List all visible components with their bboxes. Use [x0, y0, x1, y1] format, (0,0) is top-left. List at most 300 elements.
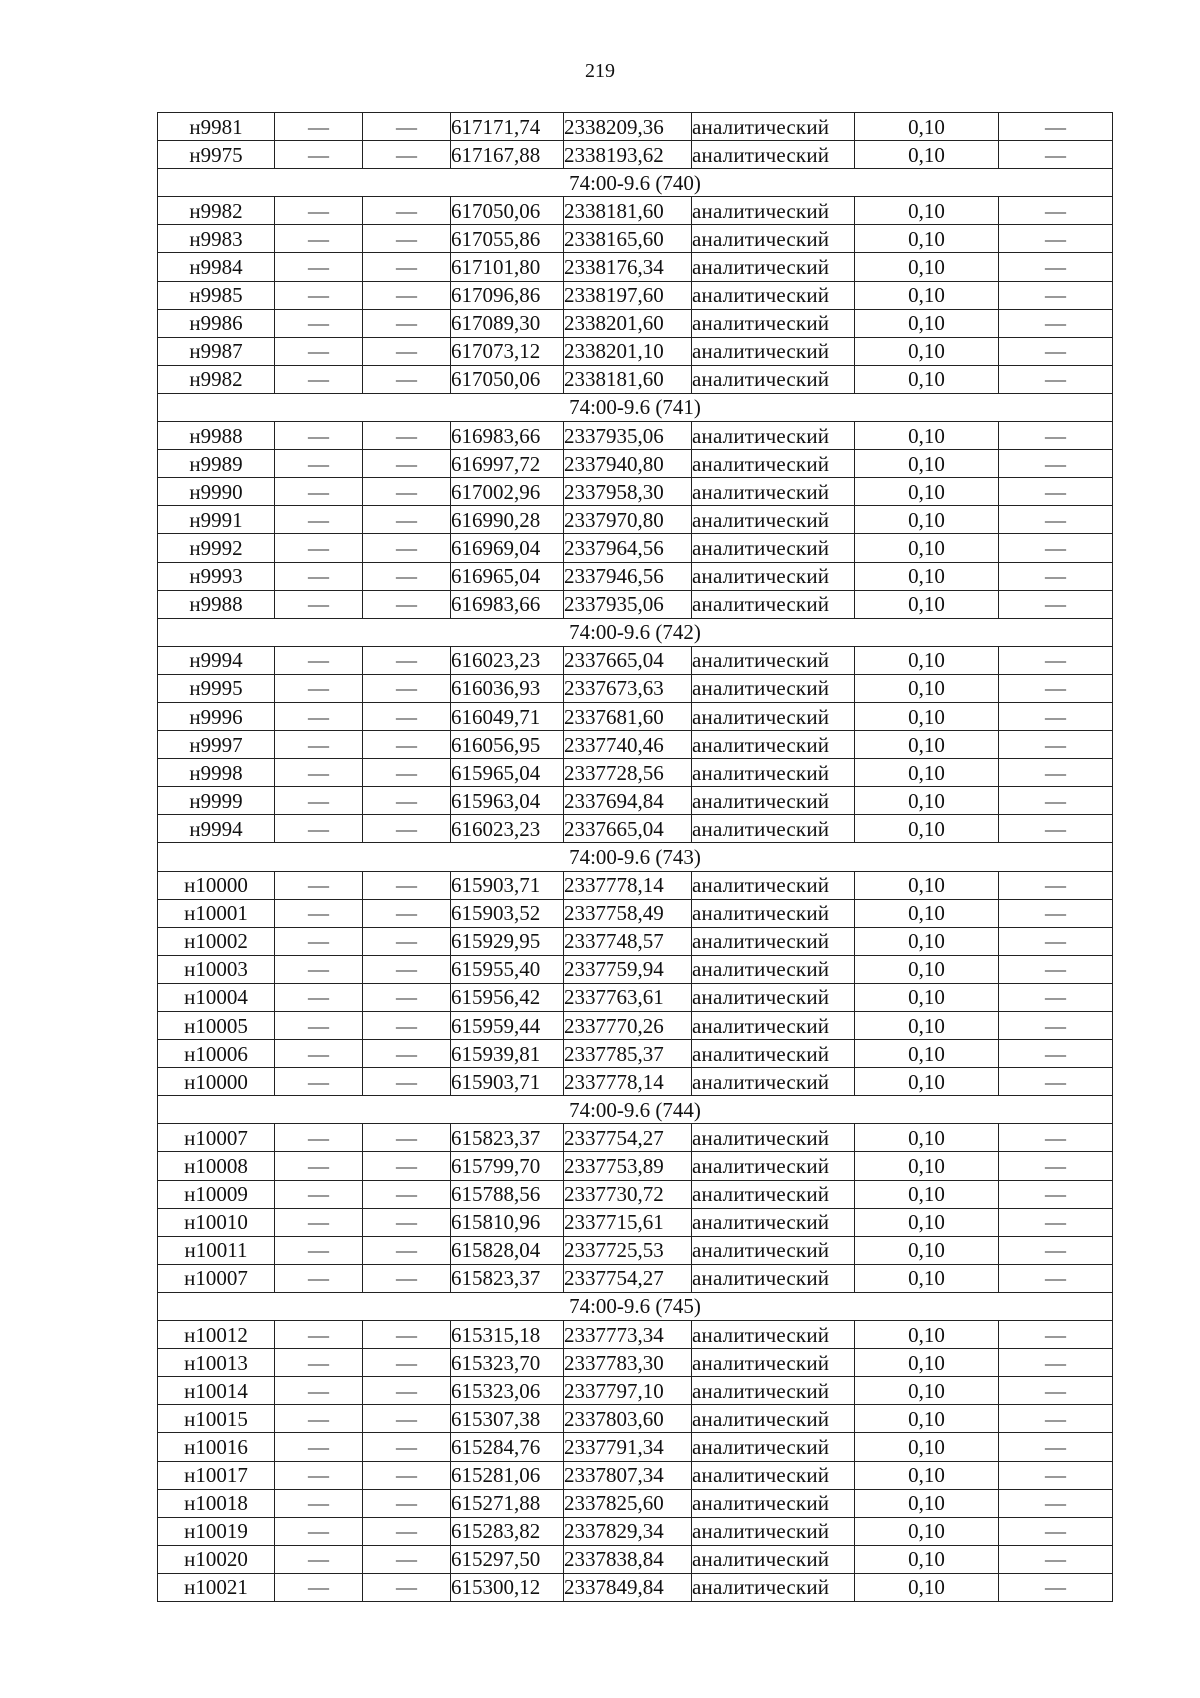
- page-number: 219: [585, 60, 615, 82]
- y-coordinate-cell: 2338201,10: [564, 337, 692, 365]
- accuracy-cell: 0,10: [855, 253, 999, 281]
- y-coordinate-cell: 2338181,60: [564, 365, 692, 393]
- dash-cell: —: [275, 899, 363, 927]
- point-name-cell: н9990: [158, 478, 275, 506]
- method-cell: аналитический: [692, 422, 855, 450]
- dash-cell: —: [999, 1068, 1113, 1096]
- dash-cell: —: [275, 1461, 363, 1489]
- dash-cell: —: [275, 590, 363, 618]
- dash-cell: —: [275, 646, 363, 674]
- accuracy-cell: 0,10: [855, 674, 999, 702]
- dash-cell: —: [363, 1433, 451, 1461]
- section-title: 74:00-9.6 (745): [158, 1292, 1113, 1320]
- accuracy-cell: 0,10: [855, 562, 999, 590]
- dash-cell: —: [999, 281, 1113, 309]
- accuracy-cell: 0,10: [855, 225, 999, 253]
- table-row: [158, 983, 1113, 1011]
- table-row: [158, 365, 1113, 393]
- x-coordinate-cell: 617055,86: [451, 225, 564, 253]
- dash-cell: —: [999, 422, 1113, 450]
- method-cell: аналитический: [692, 927, 855, 955]
- method-cell: аналитический: [692, 337, 855, 365]
- table-row: [158, 113, 1113, 141]
- y-coordinate-cell: 2337725,53: [564, 1236, 692, 1264]
- dash-cell: —: [999, 1545, 1113, 1573]
- table-row: [158, 309, 1113, 337]
- dash-cell: —: [275, 1264, 363, 1292]
- y-coordinate-cell: 2337759,94: [564, 955, 692, 983]
- point-name-cell: н10013: [158, 1349, 275, 1377]
- dash-cell: —: [999, 309, 1113, 337]
- table-row: [158, 1321, 1113, 1349]
- dash-cell: —: [275, 1040, 363, 1068]
- table-row: [158, 1573, 1113, 1601]
- accuracy-cell: 0,10: [855, 731, 999, 759]
- method-cell: аналитический: [692, 1489, 855, 1517]
- x-coordinate-cell: 615323,70: [451, 1349, 564, 1377]
- table-row: [158, 506, 1113, 534]
- method-cell: аналитический: [692, 1208, 855, 1236]
- dash-cell: —: [999, 1433, 1113, 1461]
- table-row: [158, 1461, 1113, 1489]
- point-name-cell: н10007: [158, 1264, 275, 1292]
- dash-cell: —: [999, 450, 1113, 478]
- method-cell: аналитический: [692, 1377, 855, 1405]
- dash-cell: —: [275, 983, 363, 1011]
- y-coordinate-cell: 2337763,61: [564, 983, 692, 1011]
- dash-cell: —: [363, 281, 451, 309]
- accuracy-cell: 0,10: [855, 1012, 999, 1040]
- dash-cell: —: [275, 927, 363, 955]
- dash-cell: —: [363, 506, 451, 534]
- accuracy-cell: 0,10: [855, 787, 999, 815]
- point-name-cell: н9989: [158, 450, 275, 478]
- dash-cell: —: [999, 253, 1113, 281]
- dash-cell: —: [363, 955, 451, 983]
- accuracy-cell: 0,10: [855, 1545, 999, 1573]
- dash-cell: —: [275, 759, 363, 787]
- y-coordinate-cell: 2337797,10: [564, 1377, 692, 1405]
- point-name-cell: н10007: [158, 1124, 275, 1152]
- point-name-cell: н9984: [158, 253, 275, 281]
- point-name-cell: н10012: [158, 1321, 275, 1349]
- y-coordinate-cell: 2337807,34: [564, 1461, 692, 1489]
- method-cell: аналитический: [692, 1180, 855, 1208]
- dash-cell: —: [363, 1124, 451, 1152]
- x-coordinate-cell: 615799,70: [451, 1152, 564, 1180]
- point-name-cell: н9988: [158, 590, 275, 618]
- y-coordinate-cell: 2337715,61: [564, 1208, 692, 1236]
- dash-cell: —: [363, 562, 451, 590]
- y-coordinate-cell: 2337681,60: [564, 702, 692, 730]
- dash-cell: —: [363, 674, 451, 702]
- accuracy-cell: 0,10: [855, 1040, 999, 1068]
- table-row: [158, 1517, 1113, 1545]
- point-name-cell: н9997: [158, 731, 275, 759]
- point-name-cell: н9993: [158, 562, 275, 590]
- y-coordinate-cell: 2337838,84: [564, 1545, 692, 1573]
- accuracy-cell: 0,10: [855, 899, 999, 927]
- x-coordinate-cell: 615929,95: [451, 927, 564, 955]
- y-coordinate-cell: 2338209,36: [564, 113, 692, 141]
- method-cell: аналитический: [692, 871, 855, 899]
- accuracy-cell: 0,10: [855, 1068, 999, 1096]
- x-coordinate-cell: 616983,66: [451, 422, 564, 450]
- point-name-cell: н10002: [158, 927, 275, 955]
- x-coordinate-cell: 615788,56: [451, 1180, 564, 1208]
- dash-cell: —: [999, 1573, 1113, 1601]
- x-coordinate-cell: 616036,93: [451, 674, 564, 702]
- x-coordinate-cell: 617101,80: [451, 253, 564, 281]
- method-cell: аналитический: [692, 309, 855, 337]
- dash-cell: —: [999, 1040, 1113, 1068]
- method-cell: аналитический: [692, 899, 855, 927]
- y-coordinate-cell: 2337665,04: [564, 646, 692, 674]
- y-coordinate-cell: 2337748,57: [564, 927, 692, 955]
- accuracy-cell: 0,10: [855, 815, 999, 843]
- method-cell: аналитический: [692, 1405, 855, 1433]
- dash-cell: —: [999, 534, 1113, 562]
- accuracy-cell: 0,10: [855, 141, 999, 169]
- dash-cell: —: [363, 534, 451, 562]
- accuracy-cell: 0,10: [855, 1461, 999, 1489]
- y-coordinate-cell: 2337754,27: [564, 1264, 692, 1292]
- y-coordinate-cell: 2338197,60: [564, 281, 692, 309]
- dash-cell: —: [363, 365, 451, 393]
- point-name-cell: н9991: [158, 506, 275, 534]
- table-row: [158, 225, 1113, 253]
- dash-cell: —: [999, 815, 1113, 843]
- section-header-row: [158, 1096, 1113, 1124]
- point-name-cell: н10004: [158, 983, 275, 1011]
- point-name-cell: н10014: [158, 1377, 275, 1405]
- point-name-cell: н9988: [158, 422, 275, 450]
- dash-cell: —: [999, 899, 1113, 927]
- accuracy-cell: 0,10: [855, 983, 999, 1011]
- table-row: [158, 1264, 1113, 1292]
- accuracy-cell: 0,10: [855, 1573, 999, 1601]
- table-row: [158, 1152, 1113, 1180]
- dash-cell: —: [275, 1124, 363, 1152]
- table-row: [158, 787, 1113, 815]
- accuracy-cell: 0,10: [855, 1517, 999, 1545]
- point-name-cell: н10000: [158, 871, 275, 899]
- dash-cell: —: [999, 674, 1113, 702]
- table-row: [158, 450, 1113, 478]
- dash-cell: —: [999, 1517, 1113, 1545]
- dash-cell: —: [363, 815, 451, 843]
- point-name-cell: н9983: [158, 225, 275, 253]
- dash-cell: —: [363, 983, 451, 1011]
- dash-cell: —: [999, 871, 1113, 899]
- dash-cell: —: [275, 1377, 363, 1405]
- y-coordinate-cell: 2338165,60: [564, 225, 692, 253]
- table-row: [158, 534, 1113, 562]
- x-coordinate-cell: 616997,72: [451, 450, 564, 478]
- x-coordinate-cell: 616056,95: [451, 731, 564, 759]
- section-title: 74:00-9.6 (741): [158, 393, 1113, 421]
- accuracy-cell: 0,10: [855, 365, 999, 393]
- dash-cell: —: [275, 478, 363, 506]
- y-coordinate-cell: 2337673,63: [564, 674, 692, 702]
- point-name-cell: н10000: [158, 1068, 275, 1096]
- dash-cell: —: [363, 450, 451, 478]
- dash-cell: —: [999, 702, 1113, 730]
- point-name-cell: н10008: [158, 1152, 275, 1180]
- table-row: [158, 562, 1113, 590]
- point-name-cell: н10016: [158, 1433, 275, 1461]
- point-name-cell: н9996: [158, 702, 275, 730]
- point-name-cell: н10006: [158, 1040, 275, 1068]
- y-coordinate-cell: 2337665,04: [564, 815, 692, 843]
- point-name-cell: н10017: [158, 1461, 275, 1489]
- dash-cell: —: [363, 1405, 451, 1433]
- section-header-row: [158, 843, 1113, 871]
- dash-cell: —: [275, 1208, 363, 1236]
- section-title: 74:00-9.6 (740): [158, 169, 1113, 197]
- accuracy-cell: 0,10: [855, 646, 999, 674]
- table-row: [158, 759, 1113, 787]
- x-coordinate-cell: 615965,04: [451, 759, 564, 787]
- table-row: [158, 1545, 1113, 1573]
- table-row: [158, 871, 1113, 899]
- method-cell: аналитический: [692, 702, 855, 730]
- dash-cell: —: [999, 365, 1113, 393]
- table-row: [158, 1349, 1113, 1377]
- accuracy-cell: 0,10: [855, 506, 999, 534]
- method-cell: аналитический: [692, 1321, 855, 1349]
- table-row: [158, 281, 1113, 309]
- accuracy-cell: 0,10: [855, 422, 999, 450]
- accuracy-cell: 0,10: [855, 590, 999, 618]
- y-coordinate-cell: 2338176,34: [564, 253, 692, 281]
- y-coordinate-cell: 2337770,26: [564, 1012, 692, 1040]
- dash-cell: —: [363, 422, 451, 450]
- y-coordinate-cell: 2337964,56: [564, 534, 692, 562]
- dash-cell: —: [275, 1068, 363, 1096]
- method-cell: аналитический: [692, 787, 855, 815]
- accuracy-cell: 0,10: [855, 281, 999, 309]
- point-name-cell: н9987: [158, 337, 275, 365]
- table-body: [158, 113, 1113, 1602]
- x-coordinate-cell: 616990,28: [451, 506, 564, 534]
- table-row: [158, 1377, 1113, 1405]
- method-cell: аналитический: [692, 1433, 855, 1461]
- method-cell: аналитический: [692, 1264, 855, 1292]
- accuracy-cell: 0,10: [855, 927, 999, 955]
- point-name-cell: н10020: [158, 1545, 275, 1573]
- section-title: 74:00-9.6 (742): [158, 618, 1113, 646]
- dash-cell: —: [363, 1489, 451, 1517]
- x-coordinate-cell: 615903,52: [451, 899, 564, 927]
- section-header-row: [158, 1292, 1113, 1320]
- dash-cell: —: [275, 787, 363, 815]
- dash-cell: —: [275, 731, 363, 759]
- dash-cell: —: [275, 955, 363, 983]
- dash-cell: —: [275, 1236, 363, 1264]
- method-cell: аналитический: [692, 590, 855, 618]
- point-name-cell: н9995: [158, 674, 275, 702]
- accuracy-cell: 0,10: [855, 1405, 999, 1433]
- accuracy-cell: 0,10: [855, 1489, 999, 1517]
- dash-cell: —: [275, 1489, 363, 1517]
- accuracy-cell: 0,10: [855, 1321, 999, 1349]
- method-cell: аналитический: [692, 1152, 855, 1180]
- method-cell: аналитический: [692, 253, 855, 281]
- dash-cell: —: [275, 534, 363, 562]
- x-coordinate-cell: 616049,71: [451, 702, 564, 730]
- table-row: [158, 646, 1113, 674]
- x-coordinate-cell: 615315,18: [451, 1321, 564, 1349]
- point-name-cell: н10005: [158, 1012, 275, 1040]
- dash-cell: —: [363, 1321, 451, 1349]
- y-coordinate-cell: 2337778,14: [564, 1068, 692, 1096]
- method-cell: аналитический: [692, 983, 855, 1011]
- x-coordinate-cell: 615823,37: [451, 1264, 564, 1292]
- dash-cell: —: [363, 1068, 451, 1096]
- x-coordinate-cell: 617171,74: [451, 113, 564, 141]
- y-coordinate-cell: 2337829,34: [564, 1517, 692, 1545]
- coordinates-table: [157, 112, 1113, 1602]
- method-cell: аналитический: [692, 506, 855, 534]
- x-coordinate-cell: 617050,06: [451, 197, 564, 225]
- dash-cell: —: [275, 281, 363, 309]
- dash-cell: —: [363, 253, 451, 281]
- dash-cell: —: [999, 1124, 1113, 1152]
- dash-cell: —: [363, 225, 451, 253]
- dash-cell: —: [363, 478, 451, 506]
- x-coordinate-cell: 617002,96: [451, 478, 564, 506]
- dash-cell: —: [275, 815, 363, 843]
- x-coordinate-cell: 616969,04: [451, 534, 564, 562]
- x-coordinate-cell: 615903,71: [451, 1068, 564, 1096]
- dash-cell: —: [363, 1573, 451, 1601]
- x-coordinate-cell: 615939,81: [451, 1040, 564, 1068]
- point-name-cell: н9992: [158, 534, 275, 562]
- accuracy-cell: 0,10: [855, 759, 999, 787]
- point-name-cell: н10009: [158, 1180, 275, 1208]
- dash-cell: —: [363, 197, 451, 225]
- accuracy-cell: 0,10: [855, 1236, 999, 1264]
- dash-cell: —: [275, 506, 363, 534]
- accuracy-cell: 0,10: [855, 1264, 999, 1292]
- accuracy-cell: 0,10: [855, 1208, 999, 1236]
- dash-cell: —: [363, 337, 451, 365]
- method-cell: аналитический: [692, 1461, 855, 1489]
- x-coordinate-cell: 615956,42: [451, 983, 564, 1011]
- dash-cell: —: [363, 113, 451, 141]
- x-coordinate-cell: 616023,23: [451, 646, 564, 674]
- accuracy-cell: 0,10: [855, 309, 999, 337]
- dash-cell: —: [999, 1377, 1113, 1405]
- point-name-cell: н9975: [158, 141, 275, 169]
- method-cell: аналитический: [692, 1012, 855, 1040]
- point-name-cell: н9994: [158, 815, 275, 843]
- x-coordinate-cell: 615903,71: [451, 871, 564, 899]
- dash-cell: —: [999, 1012, 1113, 1040]
- section-header-row: [158, 393, 1113, 421]
- dash-cell: —: [275, 1180, 363, 1208]
- method-cell: аналитический: [692, 225, 855, 253]
- section-title: 74:00-9.6 (744): [158, 1096, 1113, 1124]
- point-name-cell: н9999: [158, 787, 275, 815]
- point-name-cell: н9994: [158, 646, 275, 674]
- accuracy-cell: 0,10: [855, 337, 999, 365]
- table-row: [158, 899, 1113, 927]
- y-coordinate-cell: 2337935,06: [564, 590, 692, 618]
- method-cell: аналитический: [692, 1068, 855, 1096]
- dash-cell: —: [999, 1461, 1113, 1489]
- x-coordinate-cell: 615323,06: [451, 1377, 564, 1405]
- dash-cell: —: [363, 1377, 451, 1405]
- y-coordinate-cell: 2337773,34: [564, 1321, 692, 1349]
- accuracy-cell: 0,10: [855, 871, 999, 899]
- dash-cell: —: [999, 506, 1113, 534]
- dash-cell: —: [999, 927, 1113, 955]
- x-coordinate-cell: 616965,04: [451, 562, 564, 590]
- table-row: [158, 1208, 1113, 1236]
- method-cell: аналитический: [692, 1124, 855, 1152]
- method-cell: аналитический: [692, 646, 855, 674]
- dash-cell: —: [275, 253, 363, 281]
- x-coordinate-cell: 615823,37: [451, 1124, 564, 1152]
- y-coordinate-cell: 2337791,34: [564, 1433, 692, 1461]
- dash-cell: —: [363, 1236, 451, 1264]
- table-row: [158, 927, 1113, 955]
- table-row: [158, 197, 1113, 225]
- point-name-cell: н9986: [158, 309, 275, 337]
- point-name-cell: н9982: [158, 197, 275, 225]
- table-row: [158, 141, 1113, 169]
- table-row: [158, 815, 1113, 843]
- y-coordinate-cell: 2337970,80: [564, 506, 692, 534]
- point-name-cell: н10003: [158, 955, 275, 983]
- table-row: [158, 731, 1113, 759]
- method-cell: аналитический: [692, 113, 855, 141]
- method-cell: аналитический: [692, 674, 855, 702]
- dash-cell: —: [275, 1573, 363, 1601]
- dash-cell: —: [363, 759, 451, 787]
- y-coordinate-cell: 2338181,60: [564, 197, 692, 225]
- accuracy-cell: 0,10: [855, 702, 999, 730]
- x-coordinate-cell: 617096,86: [451, 281, 564, 309]
- dash-cell: —: [363, 1264, 451, 1292]
- y-coordinate-cell: 2337785,37: [564, 1040, 692, 1068]
- section-header-row: [158, 618, 1113, 646]
- dash-cell: —: [999, 787, 1113, 815]
- method-cell: аналитический: [692, 1349, 855, 1377]
- table-row: [158, 1124, 1113, 1152]
- table-row: [158, 590, 1113, 618]
- section-title: 74:00-9.6 (743): [158, 843, 1113, 871]
- y-coordinate-cell: 2337783,30: [564, 1349, 692, 1377]
- x-coordinate-cell: 615959,44: [451, 1012, 564, 1040]
- dash-cell: —: [363, 1349, 451, 1377]
- point-name-cell: н10018: [158, 1489, 275, 1517]
- y-coordinate-cell: 2337778,14: [564, 871, 692, 899]
- x-coordinate-cell: 615297,50: [451, 1545, 564, 1573]
- x-coordinate-cell: 617089,30: [451, 309, 564, 337]
- method-cell: аналитический: [692, 1517, 855, 1545]
- accuracy-cell: 0,10: [855, 1180, 999, 1208]
- dash-cell: —: [275, 197, 363, 225]
- y-coordinate-cell: 2338201,60: [564, 309, 692, 337]
- dash-cell: —: [999, 983, 1113, 1011]
- accuracy-cell: 0,10: [855, 1124, 999, 1152]
- dash-cell: —: [275, 871, 363, 899]
- y-coordinate-cell: 2337958,30: [564, 478, 692, 506]
- dash-cell: —: [999, 1264, 1113, 1292]
